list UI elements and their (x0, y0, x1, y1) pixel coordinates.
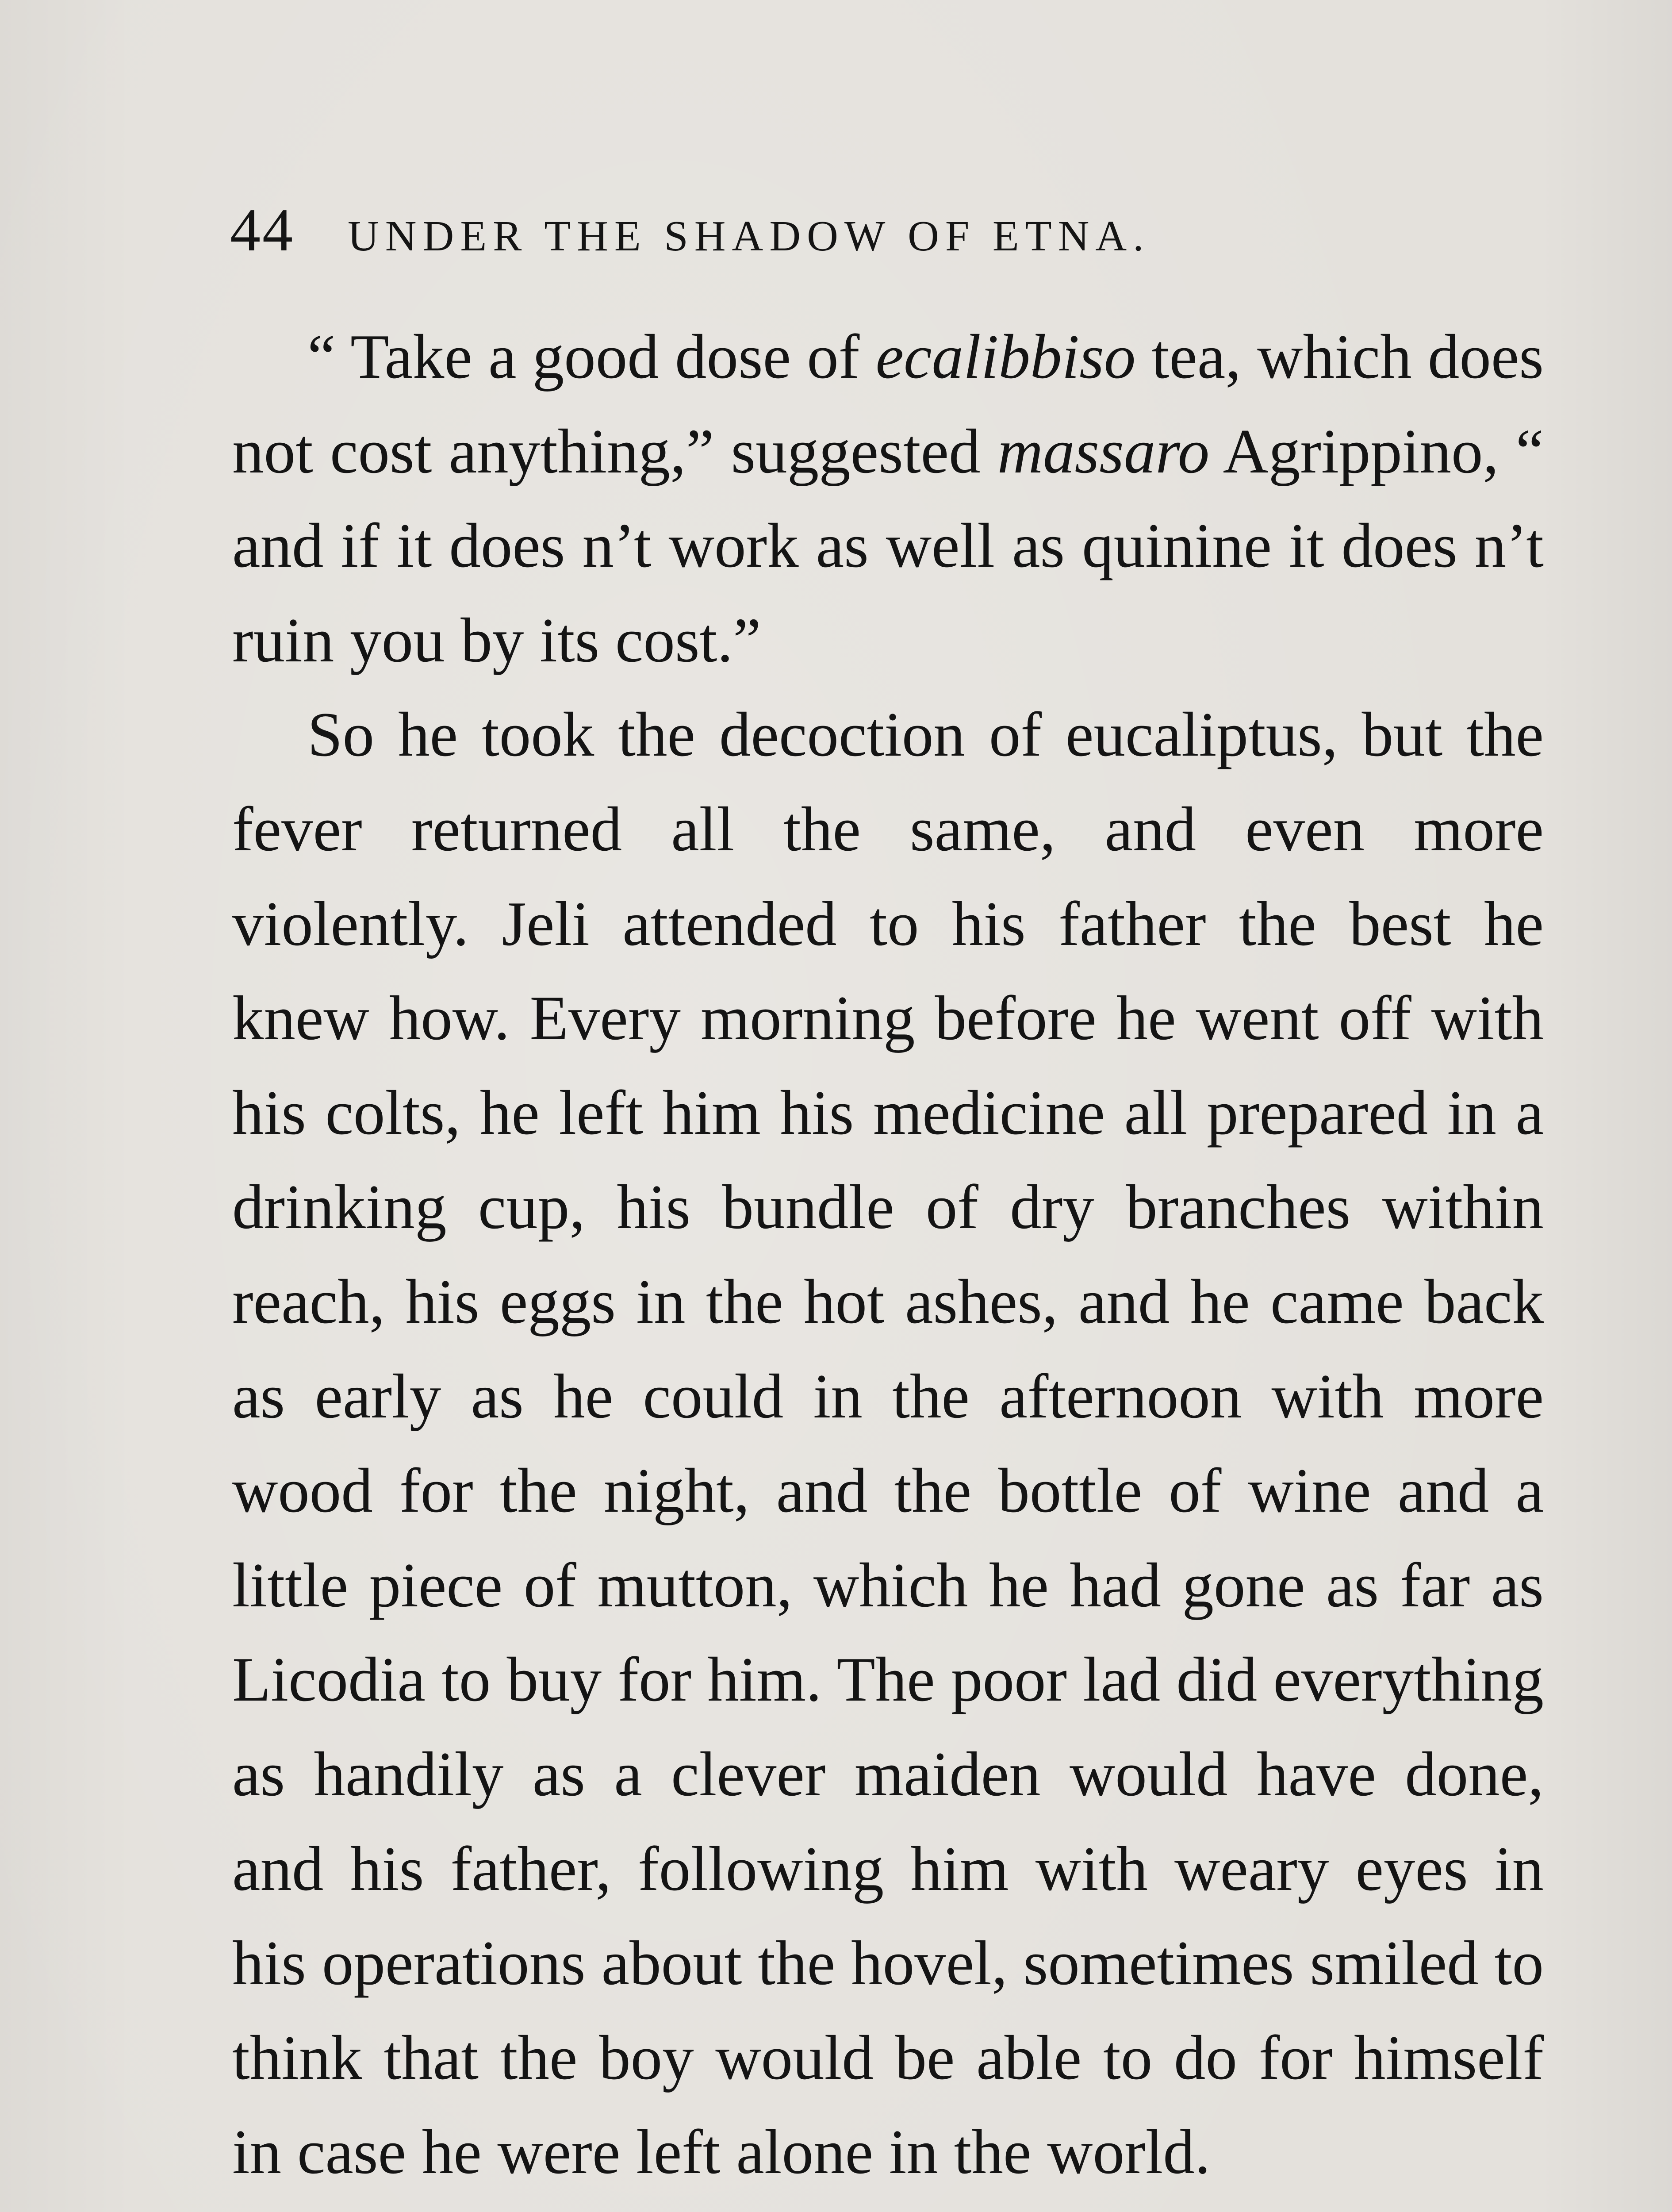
running-head (230, 195, 1380, 283)
paragraph-2 (232, 687, 1544, 2200)
text-segment: tea, which does not cost anything,” suggested (232, 322, 1544, 486)
body-text (232, 310, 1544, 2200)
italic-segment: massaro (997, 416, 1210, 486)
running-head-title: UNDER THE SHADOW OF ETNA. (348, 212, 1150, 260)
text-segment: So he took the decoction of eucaliptus, but the fever returned all the same, and even more violently. Jeli attended to his father the best he knew how. Every morning before he went off with his colts, he left him his medicine all prepared in a drinking cup, his bundle of dry branches within reach, his eggs in the hot ashes, and he came back as early as he could in the afternoon with more wood for the night, and the bottle of wine and a little piece of mutton, which he had gone as far as Licodia to buy for him. The poor lad did everything as handily as a clever maiden would have done, and his father, following him with weary eyes in his operations about the hovel, sometimes smiled to think that the boy would be able to do for himself in case he were left alone in the world. (232, 699, 1544, 2187)
page-number: 44 (230, 196, 295, 264)
text-segment: “ Take a good dose of (307, 322, 876, 392)
text-segment: Agrippino, “ and if it does n’t work as well as quinine it does n’t ruin you by its cost.” (232, 416, 1544, 675)
italic-segment: ecalibbiso (875, 322, 1136, 392)
paragraph-1 (232, 310, 1544, 687)
